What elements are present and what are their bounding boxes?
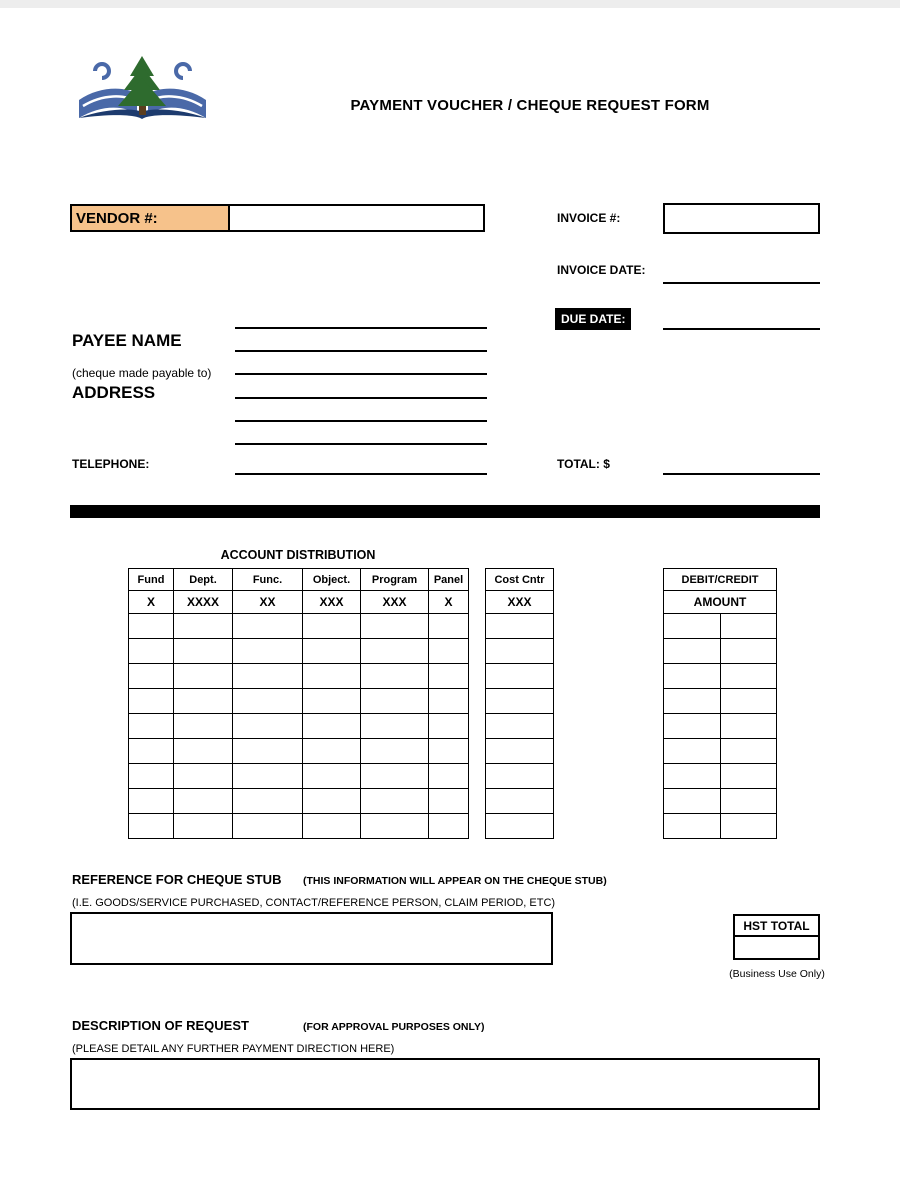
total-label: TOTAL: $ [557, 457, 610, 471]
table-empty-cell[interactable] [233, 814, 303, 839]
invoice-date-label: INVOICE DATE: [557, 263, 646, 277]
due-date-label: DUE DATE: [555, 308, 631, 330]
address-line-2[interactable] [235, 402, 487, 422]
vendor-row [70, 204, 485, 232]
column-header-debit-credit: DEBIT/CREDIT [664, 569, 777, 591]
invoice-number-label: INVOICE #: [557, 211, 621, 225]
description-subtitle: (FOR APPROVAL PURPOSES ONLY) [303, 1021, 485, 1033]
table-empty-row [129, 614, 469, 639]
table-empty-cell[interactable] [233, 614, 303, 639]
table-empty-cell[interactable] [361, 739, 429, 764]
table-empty-cell[interactable] [429, 764, 469, 789]
cost-cntr-format-row [486, 591, 554, 614]
hst-total-label: HST TOTAL [733, 914, 820, 937]
table-empty-cell[interactable] [129, 614, 174, 639]
amount-header-row [664, 591, 777, 614]
column-header-cost-cntr: Cost Cntr [486, 569, 554, 591]
table-empty-cell[interactable] [486, 714, 554, 739]
payable-note: (cheque made payable to) [72, 366, 212, 380]
table-empty-row [664, 614, 777, 639]
table-empty-cell[interactable] [129, 714, 174, 739]
table-empty-cell[interactable] [361, 689, 429, 714]
table-empty-cell[interactable] [720, 689, 777, 714]
table-empty-row [486, 764, 554, 789]
table-empty-cell[interactable] [429, 689, 469, 714]
table-empty-cell[interactable] [486, 664, 554, 689]
table-empty-row [486, 739, 554, 764]
table-empty-cell[interactable] [720, 814, 777, 839]
description-input-box[interactable] [70, 1058, 820, 1110]
payee-name-label: PAYEE NAME [72, 331, 182, 350]
table-empty-cell[interactable] [429, 664, 469, 689]
table-empty-cell[interactable] [361, 664, 429, 689]
table-empty-cell[interactable] [720, 664, 777, 689]
vendor-number-label: VENDOR #: [70, 204, 230, 232]
total-input-line[interactable] [663, 455, 820, 475]
table-empty-row [486, 789, 554, 814]
table-empty-cell[interactable] [174, 639, 233, 664]
debit-credit-table [663, 568, 777, 839]
column-header-program: Program [361, 569, 429, 591]
table-empty-cell[interactable] [303, 664, 361, 689]
table-empty-cell[interactable] [429, 789, 469, 814]
invoice-date-input-line[interactable] [663, 264, 820, 284]
table-empty-row [486, 664, 554, 689]
table-empty-cell[interactable] [361, 714, 429, 739]
table-empty-cell[interactable] [233, 764, 303, 789]
table-empty-row [129, 714, 469, 739]
table-empty-cell[interactable] [720, 614, 777, 639]
table-empty-row [664, 714, 777, 739]
table-empty-cell[interactable] [129, 814, 174, 839]
column-header-amount: AMOUNT [664, 591, 777, 614]
table-empty-cell[interactable] [486, 814, 554, 839]
table-empty-cell[interactable] [664, 789, 721, 814]
cost-cntr-table [485, 568, 554, 839]
account-format-row [129, 591, 469, 614]
table-empty-cell[interactable] [429, 714, 469, 739]
table-empty-cell[interactable] [720, 739, 777, 764]
table-empty-cell[interactable] [486, 614, 554, 639]
address-line-3[interactable] [235, 425, 487, 445]
reference-title: REFERENCE FOR CHEQUE STUB [72, 872, 282, 887]
table-empty-cell[interactable] [664, 689, 721, 714]
format-cell-func: XX [233, 591, 303, 614]
table-empty-cell[interactable] [303, 789, 361, 814]
table-empty-row [664, 739, 777, 764]
due-date-input-line[interactable] [663, 310, 820, 330]
table-empty-row [664, 664, 777, 689]
format-cell-panel: X [429, 591, 469, 614]
table-empty-cell[interactable] [429, 739, 469, 764]
table-empty-row [129, 664, 469, 689]
column-header-dept: Dept. [174, 569, 233, 591]
table-empty-cell[interactable] [303, 639, 361, 664]
table-empty-cell[interactable] [233, 664, 303, 689]
vendor-number-input[interactable] [228, 204, 485, 232]
table-empty-row [486, 614, 554, 639]
table-empty-cell[interactable] [361, 764, 429, 789]
table-empty-cell[interactable] [429, 639, 469, 664]
invoice-number-input[interactable] [663, 203, 820, 234]
table-empty-cell[interactable] [129, 664, 174, 689]
account-header-row [129, 569, 469, 591]
table-empty-row [664, 764, 777, 789]
table-empty-cell[interactable] [303, 689, 361, 714]
format-cell-cost-cntr: XXX [486, 591, 554, 614]
table-empty-cell[interactable] [174, 614, 233, 639]
column-header-object: Object. [303, 569, 361, 591]
table-empty-cell[interactable] [303, 714, 361, 739]
table-empty-row [129, 739, 469, 764]
table-empty-cell[interactable] [664, 739, 721, 764]
table-empty-cell[interactable] [303, 614, 361, 639]
table-empty-cell[interactable] [303, 764, 361, 789]
column-header-fund: Fund [129, 569, 174, 591]
table-empty-row [129, 789, 469, 814]
hst-total-input[interactable] [733, 935, 820, 960]
table-empty-cell[interactable] [720, 714, 777, 739]
section-divider-bar [70, 505, 820, 518]
table-empty-cell[interactable] [129, 789, 174, 814]
table-empty-cell[interactable] [233, 639, 303, 664]
format-cell-object: XXX [303, 591, 361, 614]
cost-cntr-header-row [486, 569, 554, 591]
address-label: ADDRESS [72, 383, 156, 402]
table-empty-cell[interactable] [486, 789, 554, 814]
table-empty-cell[interactable] [233, 739, 303, 764]
reference-hint: (I.E. GOODS/SERVICE PURCHASED, CONTACT/REFERENCE PERSON, CLAIM PERIOD, ETC) [72, 897, 556, 909]
format-cell-program: XXX [361, 591, 429, 614]
table-empty-cell[interactable] [720, 764, 777, 789]
table-empty-row [486, 689, 554, 714]
table-empty-cell[interactable] [486, 689, 554, 714]
table-empty-cell[interactable] [303, 814, 361, 839]
reference-subtitle: (THIS INFORMATION WILL APPEAR ON THE CHEQUE STUB) [303, 875, 607, 887]
table-empty-cell[interactable] [486, 739, 554, 764]
table-empty-row [664, 689, 777, 714]
table-empty-cell[interactable] [429, 814, 469, 839]
table-empty-cell[interactable] [233, 689, 303, 714]
table-empty-cell[interactable] [129, 764, 174, 789]
table-empty-cell[interactable] [129, 739, 174, 764]
table-empty-row [129, 814, 469, 839]
table-empty-cell[interactable] [486, 639, 554, 664]
table-empty-row [664, 814, 777, 839]
telephone-label: TELEPHONE: [72, 457, 150, 471]
table-empty-row [129, 639, 469, 664]
form-title: PAYMENT VOUCHER / CHEQUE REQUEST FORM [350, 97, 710, 114]
table-empty-cell[interactable] [361, 614, 429, 639]
hst-business-use-note: (Business Use Only) [729, 968, 825, 980]
format-cell-dept: XXXX [174, 591, 233, 614]
table-empty-cell[interactable] [664, 714, 721, 739]
table-empty-row [486, 714, 554, 739]
table-empty-cell[interactable] [174, 764, 233, 789]
table-empty-cell[interactable] [174, 714, 233, 739]
table-empty-cell[interactable] [174, 814, 233, 839]
table-empty-cell[interactable] [486, 764, 554, 789]
payee-name-line-2[interactable] [235, 332, 487, 352]
table-empty-cell[interactable] [361, 639, 429, 664]
reference-input-box[interactable] [70, 912, 553, 965]
table-empty-cell[interactable] [233, 714, 303, 739]
table-empty-cell[interactable] [129, 689, 174, 714]
table-empty-cell[interactable] [233, 789, 303, 814]
debit-credit-header-row [664, 569, 777, 591]
column-header-func: Func. [233, 569, 303, 591]
address-line-1[interactable] [235, 379, 487, 399]
pine-tree-open-book-logo-icon [75, 56, 210, 128]
table-empty-cell[interactable] [174, 739, 233, 764]
page-top-edge [0, 0, 900, 8]
table-empty-cell[interactable] [129, 639, 174, 664]
table-empty-cell[interactable] [664, 639, 721, 664]
table-empty-cell[interactable] [174, 789, 233, 814]
table-empty-cell[interactable] [361, 814, 429, 839]
table-empty-cell[interactable] [720, 639, 777, 664]
telephone-input-line[interactable] [235, 455, 487, 475]
table-empty-row [129, 689, 469, 714]
table-empty-row [664, 639, 777, 664]
format-cell-fund: X [129, 591, 174, 614]
table-empty-cell[interactable] [664, 614, 721, 639]
table-empty-cell[interactable] [174, 664, 233, 689]
table-empty-row [486, 639, 554, 664]
table-empty-cell[interactable] [303, 739, 361, 764]
column-header-panel: Panel [429, 569, 469, 591]
table-empty-cell[interactable] [429, 614, 469, 639]
table-empty-cell[interactable] [174, 689, 233, 714]
account-distribution-table [128, 568, 469, 839]
table-empty-cell[interactable] [720, 789, 777, 814]
description-hint: (PLEASE DETAIL ANY FURTHER PAYMENT DIRECTION HERE) [72, 1043, 395, 1055]
payee-name-line-1[interactable] [235, 309, 487, 329]
table-empty-cell[interactable] [664, 764, 721, 789]
table-empty-row [664, 789, 777, 814]
table-empty-row [129, 764, 469, 789]
payee-name-line-3[interactable] [235, 355, 487, 375]
description-title: DESCRIPTION OF REQUEST [72, 1018, 249, 1033]
account-distribution-title: ACCOUNT DISTRIBUTION [220, 548, 376, 562]
table-empty-cell[interactable] [361, 789, 429, 814]
table-empty-cell[interactable] [664, 664, 721, 689]
table-empty-cell[interactable] [664, 814, 721, 839]
table-empty-row [486, 814, 554, 839]
